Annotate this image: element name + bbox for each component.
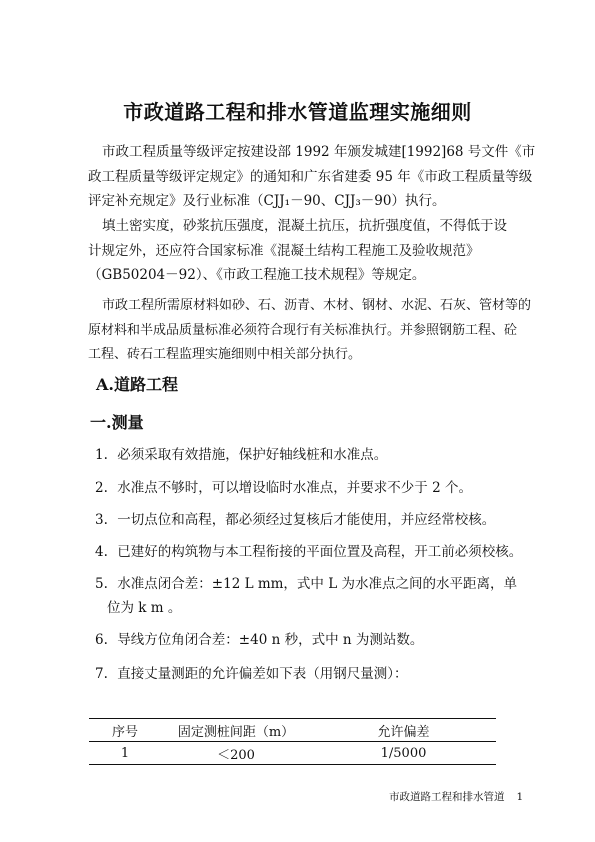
list-item-text: 导线方位角闭合差：±40 n 秒，式中 n 为测站数。 xyxy=(117,632,424,648)
paragraph-line: 市政工程所需原材料如砂、石、沥青、木材、钢材、水泥、石灰、管材等的 xyxy=(102,298,532,313)
paragraph-line: 评定补充规定》及行业标准（CJJ₁－90、CJJ₃－90）执行。 xyxy=(88,193,446,209)
list-item xyxy=(95,508,495,532)
list-item-text: 水准点闭合差：±12 L mm，式中 L 为水准点之间的水平距离，单 xyxy=(117,576,517,592)
list-item xyxy=(95,662,408,686)
list-item xyxy=(95,540,522,564)
table-header-cell: 允许偏差 xyxy=(311,719,496,742)
list-item-number: 4. xyxy=(95,544,108,560)
subsection-heading-survey: 一.测量 xyxy=(90,413,144,432)
tolerance-table xyxy=(89,718,496,765)
paragraph-line: 计规定外，还应符合国家标准《混凝土结构工程施工及验收规范》 xyxy=(88,242,480,259)
list-item xyxy=(95,572,517,596)
list-item-number: 5. xyxy=(95,576,108,592)
page-number: 1 xyxy=(516,791,524,803)
table-cell: 1 xyxy=(89,742,161,765)
list-item-text: 直接丈量测距的允许偏差如下表（用钢尺量测）： xyxy=(117,666,408,682)
list-item-text: 已建好的构筑物与本工程衔接的平面位置及高程，开工前必须校核。 xyxy=(117,544,523,560)
list-item-number: 2. xyxy=(95,480,108,496)
list-item-text: 一切点位和高程，都必须经过复核后才能使用，并应经常校核。 xyxy=(117,512,496,528)
list-item-text: 必须采取有效措施，保护好轴线桩和水准点。 xyxy=(117,447,388,463)
table-header-cell: 序号 xyxy=(89,719,161,742)
paragraph-materials xyxy=(88,294,532,368)
list-item-text: 水准点不够时，可以增设临时水准点，并要求不少于 2 个。 xyxy=(117,480,472,496)
list-item-continuation: 位为 k m 。 xyxy=(107,600,182,616)
page-footer xyxy=(389,789,523,804)
table-row xyxy=(89,742,496,765)
paragraph-line: 填土密实度，砂浆抗压强度，混凝土抗压，抗折强度值，不得低于设 xyxy=(102,218,507,234)
paragraph-line: 政工程质量等级评定规定》的通知和广东省建委 95 年《市政工程质量等级 xyxy=(88,168,533,185)
table-cell: 1/5000 xyxy=(311,742,496,765)
list-item-number: 1. xyxy=(95,447,108,463)
paragraph-line: 工程、砖石工程监理实施细则中相关部分执行。 xyxy=(88,347,362,362)
paragraph-line: 市政工程质量等级评定按建设部 1992 年颁发城建[1992]68 号文件《市 xyxy=(102,144,536,160)
list-item-number: 3. xyxy=(95,512,108,528)
paragraph-line: 原材料和半成品质量标准必须符合现行有关标准执行。并参照钢筋工程、砼 xyxy=(88,322,518,338)
list-item xyxy=(95,628,423,652)
paragraph-quality-standard xyxy=(88,140,536,214)
table-header-row xyxy=(89,719,496,742)
paragraph-strength-requirements xyxy=(88,214,528,288)
footer-title: 市政道路工程和排水管道 xyxy=(389,791,505,803)
list-item xyxy=(95,476,472,500)
list-item-number: 7. xyxy=(95,666,108,682)
page-title: 市政道路工程和排水管道监理实施细则 xyxy=(123,100,472,124)
table-cell: ＜200 xyxy=(161,742,311,765)
list-item xyxy=(95,443,387,467)
section-heading-road-works: A.道路工程 xyxy=(96,375,178,394)
list-item-number: 6. xyxy=(95,632,108,648)
table-header-cell: 固定测桩间距（m） xyxy=(161,719,311,742)
paragraph-line: （GB50204－92）、《市政工程施工技术规程》等规定。 xyxy=(88,267,426,283)
